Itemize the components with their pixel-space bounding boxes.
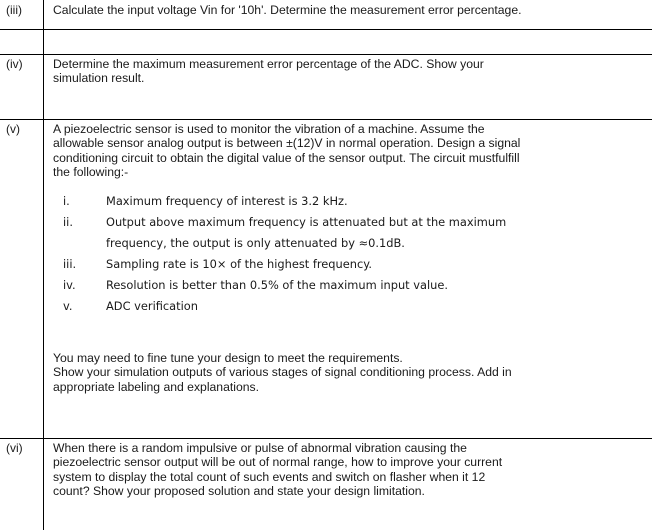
row-divider [0,438,652,439]
list-marker: v. [63,299,73,313]
text-line: Show your simulation outputs of various stages of signal conditioning process. Add in [53,365,512,380]
text-line: You may need to fine tune your design to meet the requirements. [53,351,403,365]
text-line: system to display the total count of such events and switch on flasher when it 12 [53,469,486,484]
question-number-iii: (iii) [6,3,22,17]
text-line: A piezoelectric sensor is used to monitor the vibration of a machine. Assume the [53,122,485,136]
question-number-vi: (vi) [6,441,23,455]
question-number-v: (v) [6,122,20,136]
text-line: When there is a random impulsive or pulse of abnormal vibration causing the [53,441,467,455]
question-text-vi [53,441,638,498]
question-text-iv [53,57,638,86]
question-number-iv: (iv) [6,57,23,71]
list-item-text: Maximum frequency of interest is 3.2 kHz. [106,194,348,208]
text-line: Determine the maximum measurement error percentage of the ADC. Show your [53,57,484,71]
list-item-text: Resolution is better than 0.5% of the maximum input value. [106,278,448,292]
question-text-iii [53,3,638,17]
text-line: allowable sensor analog output is between ±(12)V in normal operation. Design a signal [53,136,521,151]
text-line: piezoelectric sensor output will be out of normal range, how to improve your current [53,455,503,470]
text-line: conditioning circuit to obtain the digital value of the sensor output. The circuit mustfulfill [53,150,520,165]
text-line: count? Show your proposed solution and state your design limitation. [53,483,425,498]
question-footer-v [53,351,638,394]
list-marker: i. [63,194,70,208]
list-item-text: Output above maximum frequency is attenuated but at the maximum [106,215,507,229]
list-item-text: Sampling rate is 10× of the highest frequency. [106,257,372,271]
list-item-text: frequency, the output is only attenuated by ≈0.1dB. [106,236,405,250]
list-marker: iii. [63,257,77,271]
text-line: the following:- [53,164,129,179]
text-line: simulation result. [53,71,145,86]
row-divider [0,119,652,120]
row-divider [0,54,652,55]
list-item-text: ADC verification [106,299,198,313]
column-divider [43,0,44,530]
list-marker: ii. [63,215,73,229]
text-line: appropriate labeling and explanations. [53,379,259,394]
row-divider [0,29,652,30]
text-line: Calculate the input voltage Vin for '10h'. Determine the measurement error percentage. [53,3,522,17]
list-marker: iv. [63,278,76,292]
question-text-v [53,122,638,179]
